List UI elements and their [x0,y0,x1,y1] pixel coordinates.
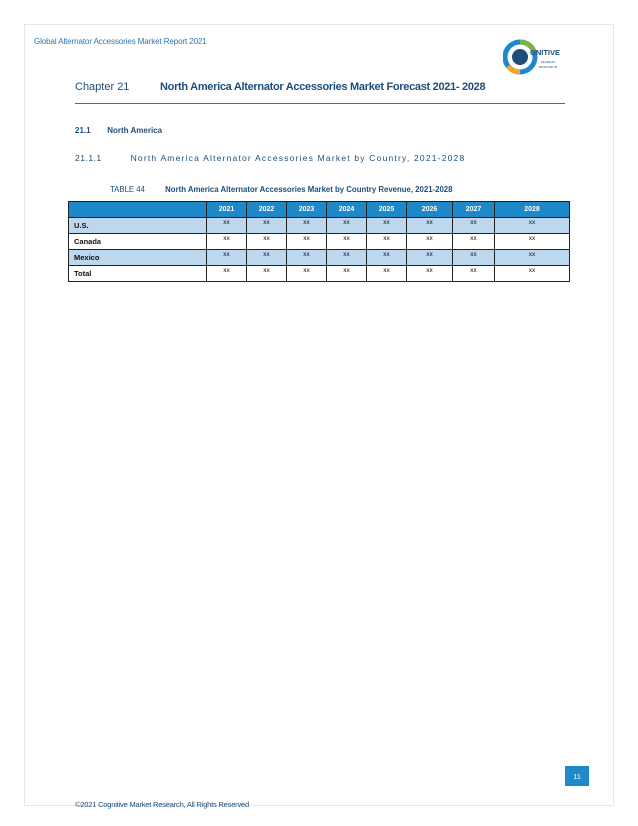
table-caption [110,185,452,194]
table-cell: xx [407,218,453,234]
subsection-title: North America Alternator Accessories Market by Country, 2021-2028 [130,153,466,163]
table-row [69,250,570,266]
subsection-number: 21.1.1 [75,153,102,163]
table-cell: xx [367,234,407,250]
chapter-number: Chapter 21 [75,81,130,93]
table-cell: xx [495,266,570,282]
column-header: 2026 [407,202,453,218]
table-cell: xx [247,266,287,282]
table-row [69,234,570,250]
country-revenue-table [68,201,570,282]
table-cell: xx [407,250,453,266]
table-cell: xx [207,234,247,250]
table-cell: xx [367,218,407,234]
section-heading [75,126,162,135]
table-cell: xx [495,218,570,234]
section-number: 21.1 [75,126,91,135]
column-header: 2022 [247,202,287,218]
table-cell: xx [287,234,327,250]
report-header-title: Global Alternator Accessories Market Report 2021 [34,37,207,46]
table-cell: xx [453,266,495,282]
page-frame [24,24,614,806]
table-cell: xx [495,234,570,250]
table-header-row [69,202,570,218]
table-cell: xx [287,250,327,266]
column-header: 2028 [495,202,570,218]
table-cell: xx [207,218,247,234]
chapter-divider [75,103,565,104]
column-header: 2024 [327,202,367,218]
table-cell: xx [327,218,367,234]
table-cell: xx [453,250,495,266]
table-cell: xx [367,250,407,266]
subsection-heading [75,153,465,163]
table-cell: xx [287,266,327,282]
cognitive-logo [503,38,567,76]
section-title: North America [107,126,163,135]
logo-main-text: GNITIVE [530,48,561,57]
table-cell: xx [247,234,287,250]
table-row [69,218,570,234]
column-header: 2027 [453,202,495,218]
table-row [69,266,570,282]
logo-sub-text-2: RESEARCH [539,65,558,69]
column-header [69,202,207,218]
row-label: Canada [69,234,207,250]
column-header: 2023 [287,202,327,218]
row-label: Total [69,266,207,282]
table-cell: xx [453,218,495,234]
table-cell: xx [407,266,453,282]
table-cell: xx [247,250,287,266]
column-header: 2021 [207,202,247,218]
table-label: TABLE 44 [110,185,145,194]
page-number-badge: 11 [565,766,589,786]
logo-sub-text-1: MARKET [541,60,556,64]
chapter-title: North America Alternator Accessories Market Forecast 2021- 2028 [160,81,486,93]
row-label: Mexico [69,250,207,266]
table-cell: xx [327,266,367,282]
column-header: 2025 [367,202,407,218]
table-cell: xx [453,234,495,250]
copyright-footer: ©2021 Cognitive Market Research, All Rights Reserved [75,800,249,809]
table-cell: xx [207,266,247,282]
table-cell: xx [207,250,247,266]
table-cell: xx [407,234,453,250]
table-cell: xx [367,266,407,282]
table-cell: xx [327,250,367,266]
table-title: North America Alternator Accessories Market by Country Revenue, 2021-2028 [165,185,453,194]
row-label: U.S. [69,218,207,234]
table-cell: xx [287,218,327,234]
table-cell: xx [247,218,287,234]
table-cell: xx [495,250,570,266]
table-cell: xx [327,234,367,250]
